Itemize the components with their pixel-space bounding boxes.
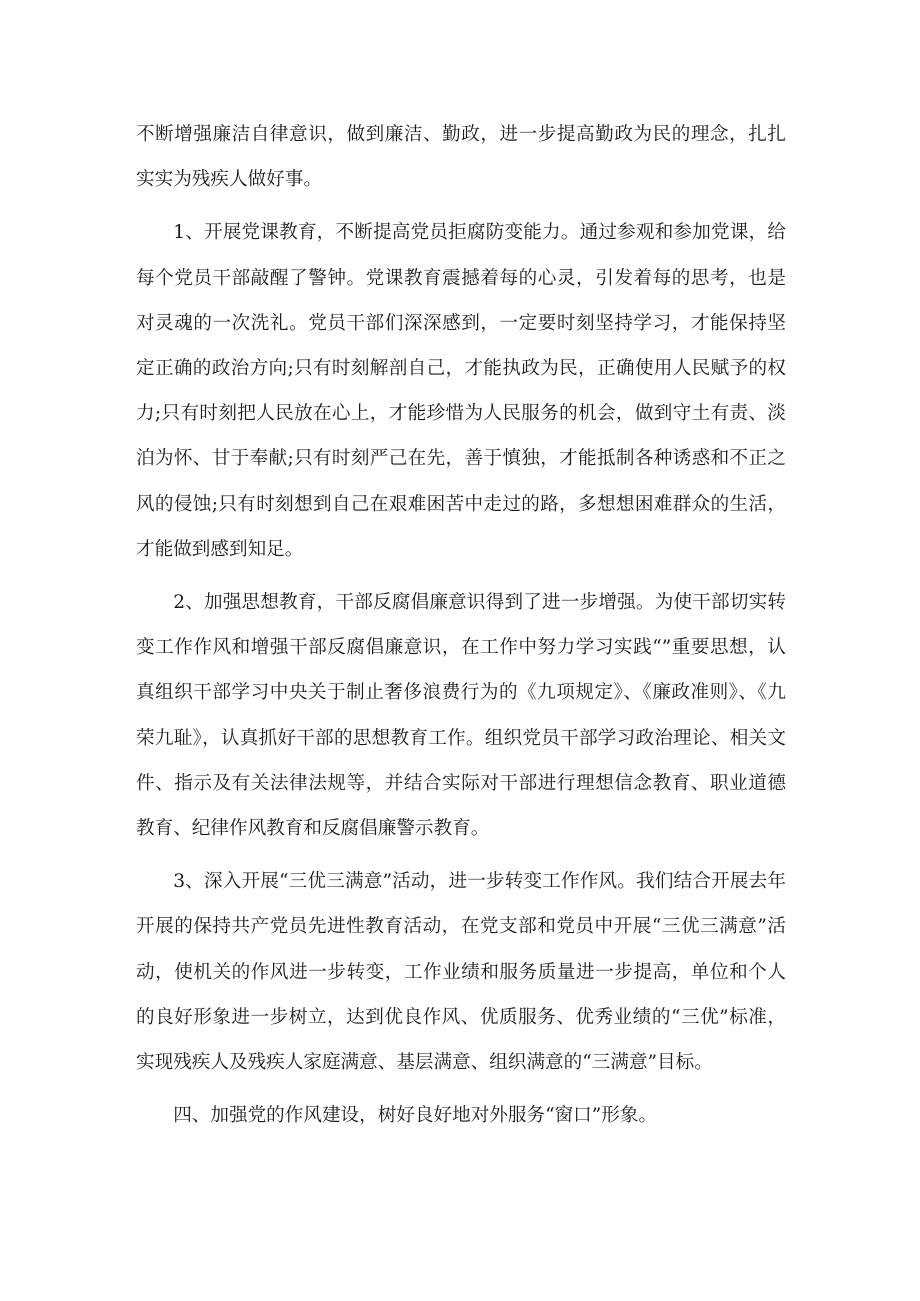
paragraph-item-1: 1、开展党课教育，不断提高党员拒腐防变能力。通过参观和参加党课，给每个党员干部敲醒了警钟。党课教育震撼着每的心灵，引发着每的思考，也是对灵魂的一次洗礼。党员干部们深深感到，一定要时刻坚持学习，才能保持坚定正确的政治方向;只有时刻解剖自己，才能执政为民，正确使用人民赋予的权力;只有时刻把人民放在心上，才能珍惜为人民服务的机会，做到守土有责、淡泊为怀、甘于奉献;只有时刻严己在先，善于慎独，才能抵制各种诱惑和不正之风的侵蚀;只有时刻想到自己在艰难困苦中走过的路，多想想困难群众的生活，才能做到感到知足。 bbox=[136, 222, 786, 560]
paragraph-item-2: 2、加强思想教育，干部反腐倡廉意识得到了进一步增强。为使干部切实转变工作作风和增强干部反腐倡廉意识，在工作中努力学习实践“”重要思想，认真组织干部学习中央关于制止奢侈浪费行为的《九项规定》、《廉政准则》、《九荣九耻》，认真抓好干部的思想教育工作。组织党员干部学习政治理论、相关文件、指示及有关法律法规等，并结合实际对干部进行理想信念教育、职业道德教育、纪律作风教育和反腐倡廉警示教育。 bbox=[136, 592, 786, 840]
paragraph-intro: 不断增强廉洁自律意识，做到廉洁、勤政，进一步提高勤政为民的理念，扎扎实实为残疾人做好事。 bbox=[136, 124, 786, 191]
paragraph-section-4: 四、加强党的作风建设，树好良好地对外服务“窗口”形象。 bbox=[173, 1105, 658, 1127]
document-body bbox=[136, 112, 786, 1138]
paragraph-item-3: 3、深入开展“三优三满意”活动，进一步转变工作作风。我们结合开展去年开展的保持共产党员先进性教育活动，在党支部和党员中开展“三优三满意”活动，使机关的作风进一步转变，工作业绩和服务质量进一步提高，单位和个人的良好形象进一步树立，达到优良作风、优质服务、优秀业绩的“三优”标准，实现残疾人及残疾人家庭满意、基层满意、组织满意的“三满意”目标。 bbox=[136, 871, 786, 1074]
